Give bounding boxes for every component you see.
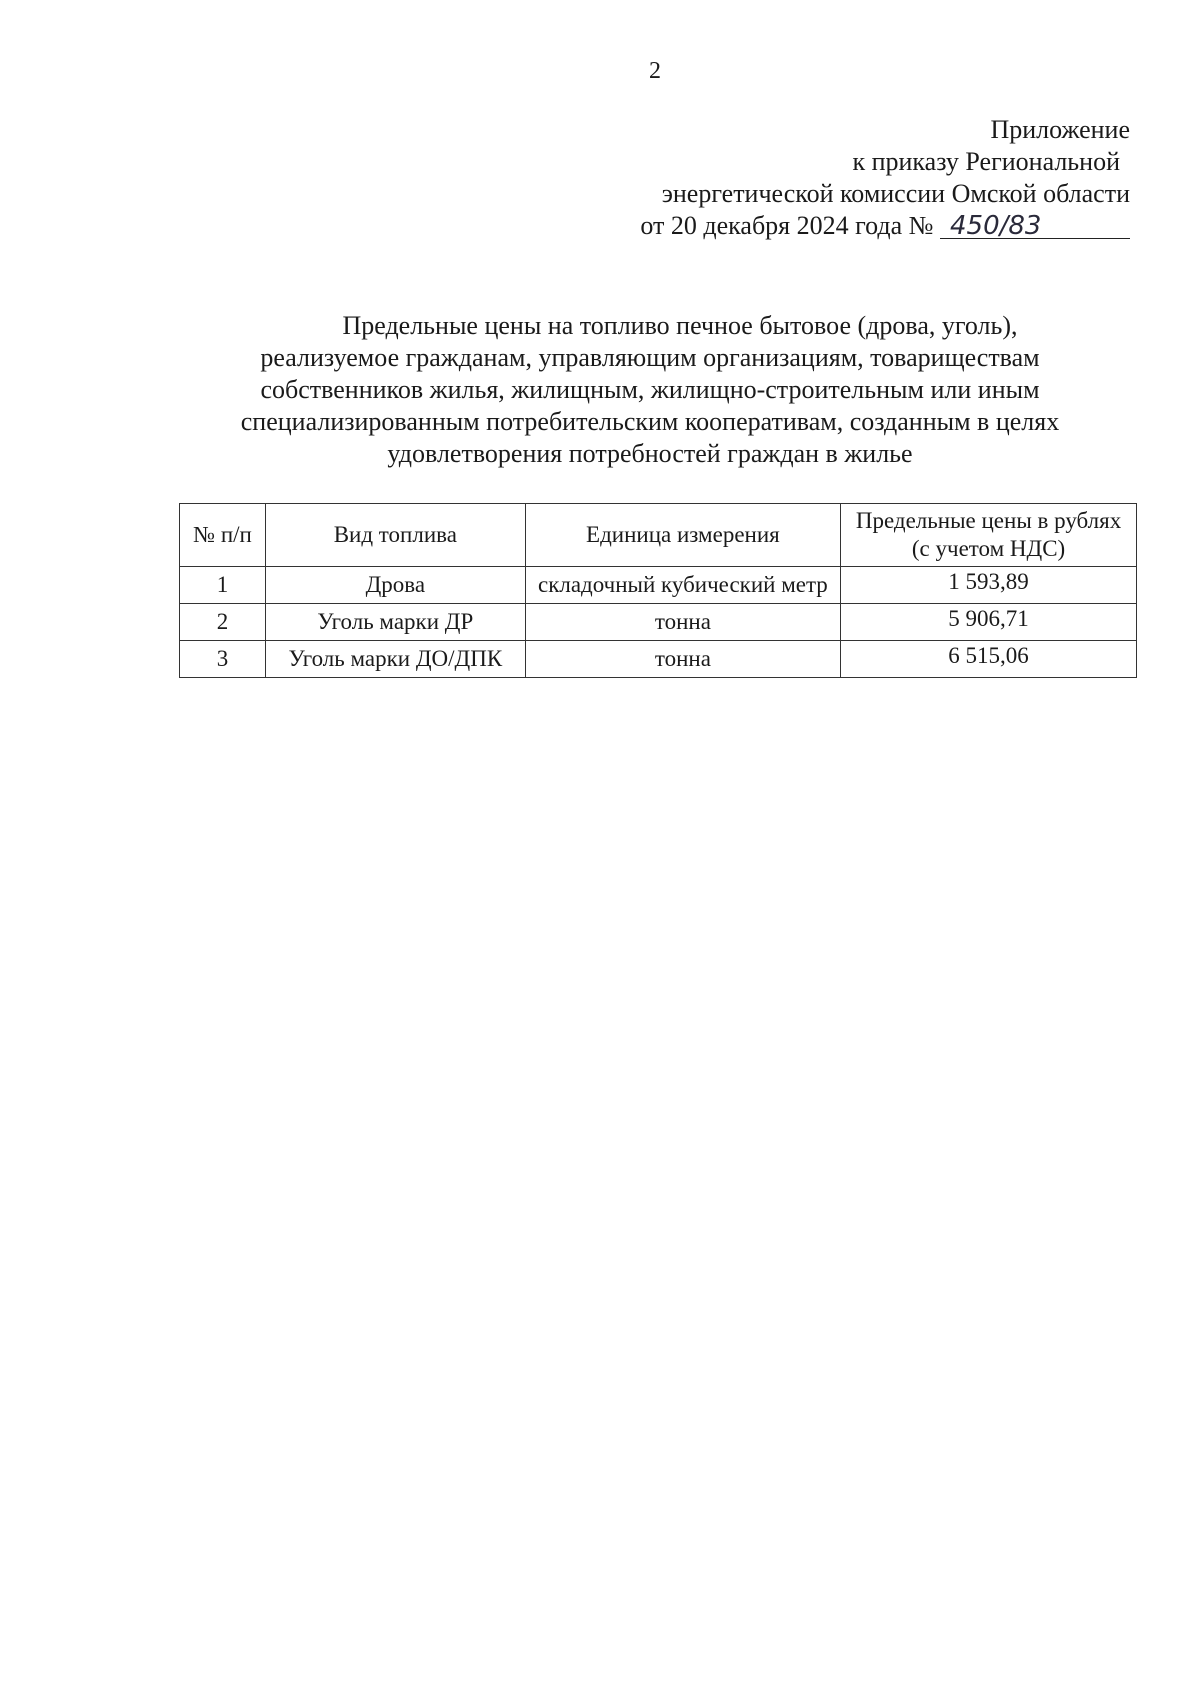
row-unit: тонна: [525, 604, 840, 641]
header-price-line-1: Предельные цены в рублях: [855, 508, 1122, 533]
header-price: [841, 504, 1137, 567]
row-fuel: Уголь марки ДР: [265, 604, 525, 641]
row-price: 5 906,71: [841, 604, 1137, 641]
title-line-2: реализуемое гражданам, управляющим организациям, товариществам: [260, 343, 1040, 372]
appendix-line-4: [640, 210, 1130, 242]
page-number: 2: [649, 58, 661, 84]
table-header-row: [180, 504, 1137, 567]
row-price: 1 593,89: [841, 567, 1137, 604]
appendix-header: [640, 114, 1130, 242]
header-num: № п/п: [180, 504, 266, 567]
table-row: [180, 567, 1137, 604]
row-unit: складочный кубический метр: [525, 567, 840, 604]
header-price-line-2: (с учетом НДС): [911, 536, 1066, 561]
row-fuel: Дрова: [265, 567, 525, 604]
title-line-3: собственников жилья, жилищным, жилищно-строительным или иным: [260, 375, 1040, 404]
row-num: 3: [180, 641, 266, 678]
header-fuel-type: Вид топлива: [265, 504, 525, 567]
row-unit: тонна: [525, 641, 840, 678]
order-number-handwritten: 450/83: [940, 214, 1130, 239]
appendix-line-2: к приказу Региональной: [852, 147, 1120, 176]
title-line-1: Предельные цены на топливо печное бытовое (дрова, уголь),: [342, 311, 1018, 340]
row-num: 1: [180, 567, 266, 604]
appendix-line-1: Приложение: [990, 115, 1130, 144]
title-line-5: удовлетворения потребностей граждан в жилье: [387, 439, 913, 468]
order-date: от 20 декабря 2024 года №: [640, 211, 934, 240]
row-price: 6 515,06: [841, 641, 1137, 678]
document-title: [180, 310, 1120, 470]
table-row: [180, 604, 1137, 641]
row-fuel: Уголь марки ДО/ДПК: [265, 641, 525, 678]
row-num: 2: [180, 604, 266, 641]
header-unit: Единица измерения: [525, 504, 840, 567]
price-table: [179, 503, 1137, 678]
appendix-line-3: энергетической комиссии Омской области: [661, 179, 1130, 208]
table-row: [180, 641, 1137, 678]
title-line-4: специализированным потребительским кооперативам, созданным в целях: [240, 407, 1060, 436]
